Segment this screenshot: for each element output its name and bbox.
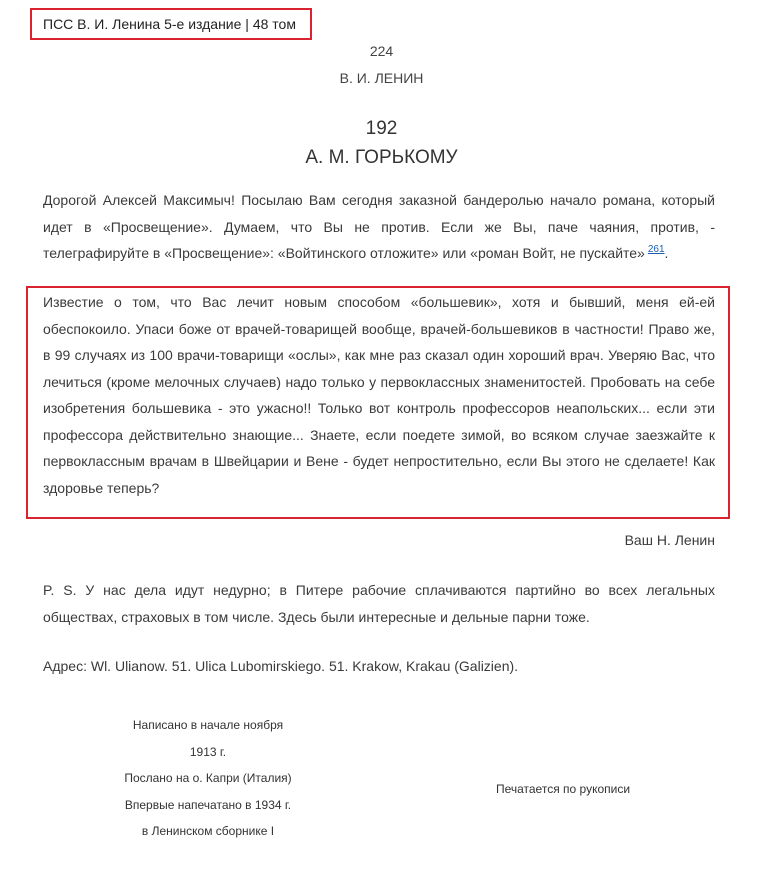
page-number: 224 (369, 43, 394, 59)
postscript: P. S. У нас дела идут недурно; в Питере рабочие сплачиваются партийно во всех легальных обществах, страховых в том числе. Здесь были интересные и дельные парни тоже. (43, 582, 715, 625)
writing-metadata (108, 712, 308, 845)
meta-line: Впервые напечатано в 1934 г. (124, 797, 292, 812)
paragraph-1-text: Дорогой Алексей Максимыч! Посылаю Вам сегодня заказной бандеролью начало романа, который идет в «Просвещение». Думаем, что Вы не против. Если же Вы, паче чаяния, против, - телеграфируйте в «Просвещение»: «Войтинского отложите» или «роман Войт, не пускайте» (43, 192, 715, 261)
source-note: Печатается по рукописи (495, 782, 631, 796)
meta-line: Написано в начале ноября (132, 718, 284, 732)
meta-line: 1913 г. (189, 744, 227, 759)
address-line: Адрес: Wl. Ulianow. 51. Ulica Lubomirskiego. 51. Krakow, Krakau (Galizien). (43, 658, 519, 674)
meta-line: в Ленинском сборнике I (141, 824, 275, 838)
letter-addressee: А. М. ГОРЬКОМУ (305, 147, 458, 168)
signature: Ваш Н. Ленин (624, 532, 715, 548)
footnote-link[interactable]: 261 (647, 244, 665, 256)
edition-label: ПСС В. И. Ленина 5-е издание | 48 том (43, 16, 296, 32)
letter-number: 192 (365, 118, 398, 139)
meta-line: Послано на о. Капри (Италия) (124, 771, 292, 785)
letter-paragraph-1 (43, 187, 715, 267)
edition-header (30, 8, 312, 40)
letter-paragraph-2: Известие о том, что Вас лечит новым способом «большевик», хотя и бывший, меня ей-ей обеспокоило. Упаси боже от врачей-товарищей вообще, врачей-большевиков в частности! Право же, в 99 случаях из 100 врачи-товарищи «ослы», как мне раз сказал один хороший врач. Уверяю Вас, что лечиться (кроме мелочных случаев) надо только у первоклассных знаменитостей. Пробовать на себе изобретения большевика - это ужасно!! Только вот контроль профессоров неапольских... если эти профессора действительно знающие... Знаете, если поедете зимой, во всяком случае заезжайте к первоклассным врачам в Швейцарии и Вене - будет непростительно, если Вы этого не сделаете! Как здоровье теперь? (43, 294, 715, 496)
paragraph-1-end: . (664, 245, 669, 261)
running-author: В. И. ЛЕНИН (339, 70, 424, 86)
